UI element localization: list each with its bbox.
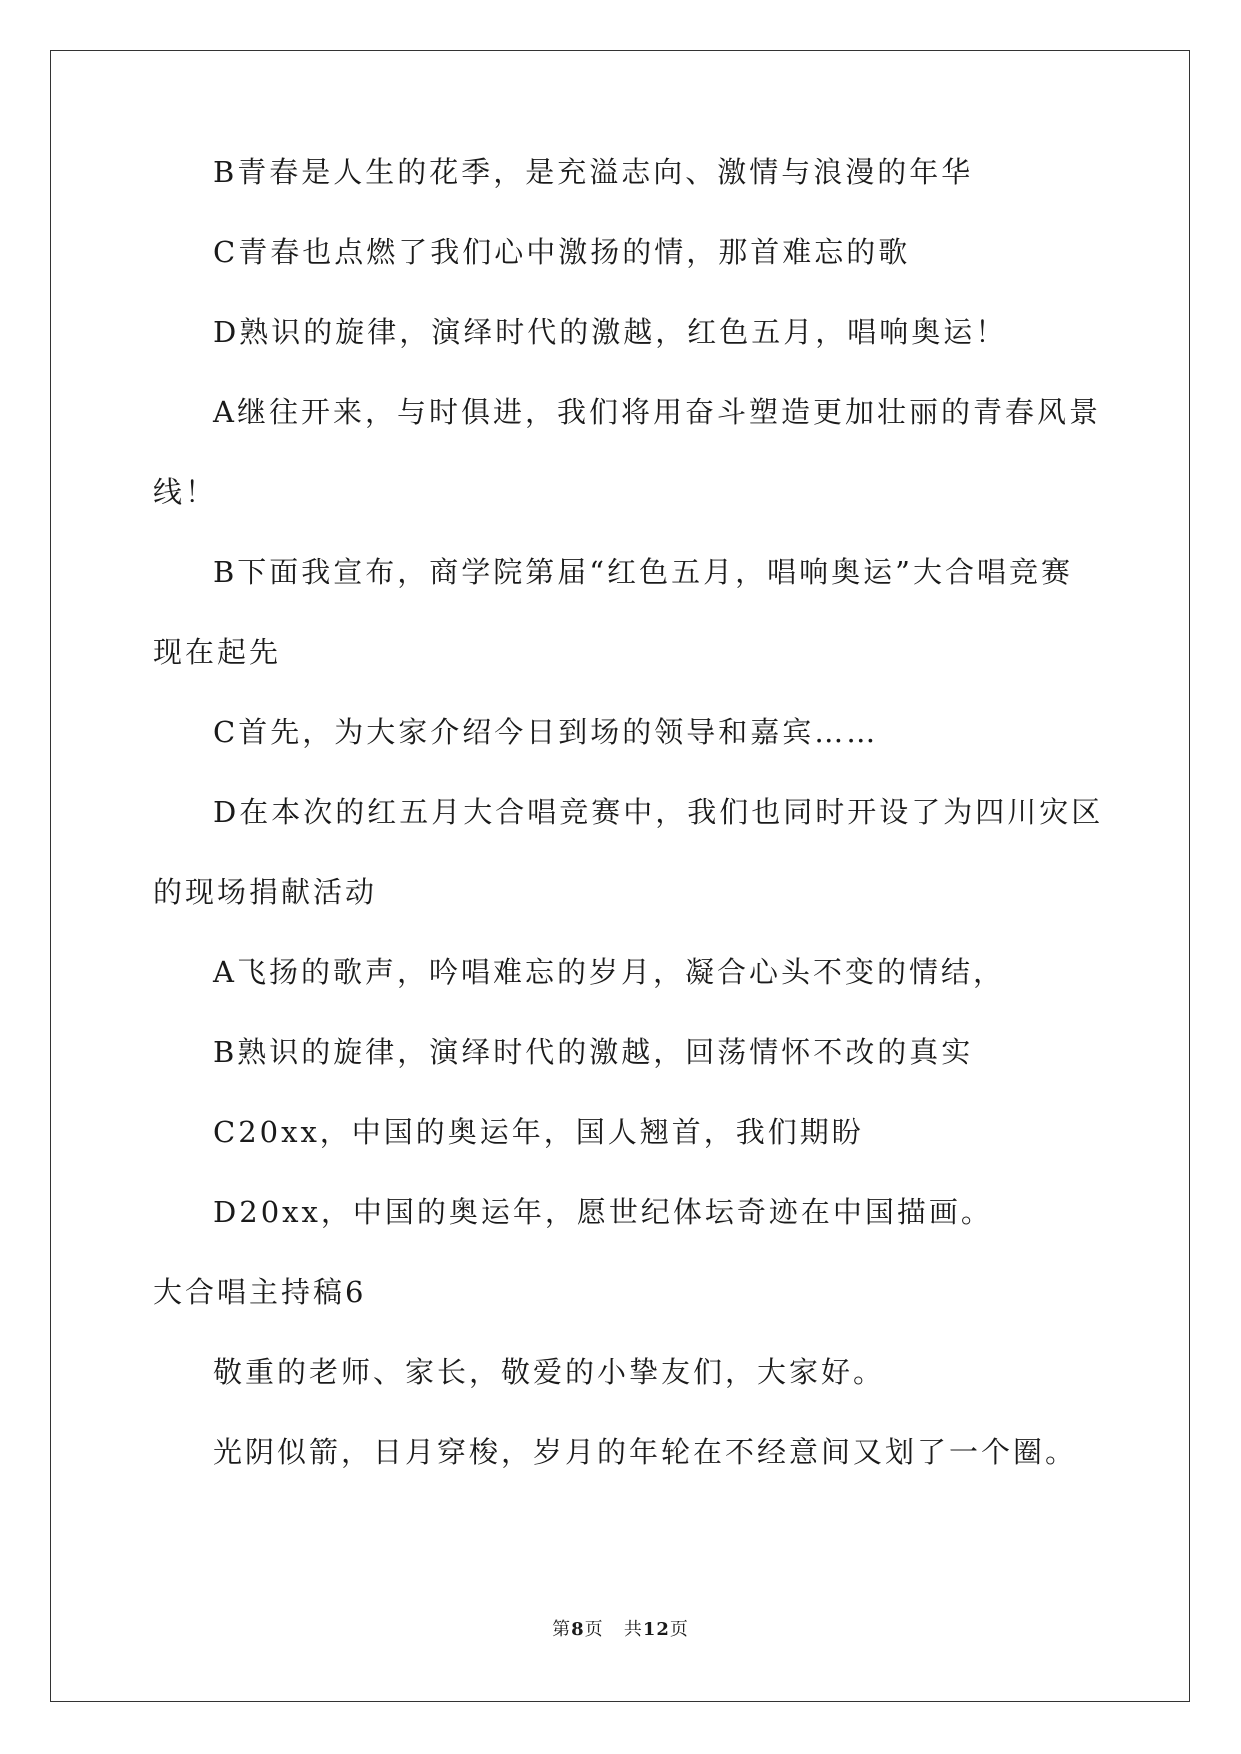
text-line: 敬重的老师、家长，敬爱的小挚友们，大家好。 (213, 1355, 886, 1389)
text-line: 光阴似箭，日月穿梭，岁月的年轮在不经意间又划了一个圈。 (213, 1435, 1078, 1469)
text-line: 现在起先 (153, 635, 282, 669)
total-prefix: 共 (623, 1619, 643, 1640)
text-line: D熟识的旋律，演绎时代的激越，红色五月，唱响奥运！ (213, 315, 1008, 349)
total-pages: 12 (642, 1619, 670, 1640)
text-line: B青春是人生的花季，是充溢志向、激情与浪漫的年华 (213, 155, 974, 189)
section-heading: 大合唱主持稿6 (153, 1275, 367, 1309)
text-line: B下面我宣布，商学院第届“红色五月，唱响奥运”大合唱竞赛 (213, 555, 1073, 589)
text-line: C20xx，中国的奥运年，国人翘首，我们期盼 (213, 1115, 864, 1149)
text-line: 的现场捐献活动 (153, 875, 378, 909)
text-line: 线！ (153, 475, 218, 509)
text-line: B熟识的旋律，演绎时代的激越，回荡情怀不改的真实 (213, 1035, 974, 1069)
text-line: A继往开来，与时俱进，我们将用奋斗塑造更加壮丽的青春风景 (213, 395, 1101, 429)
page-number: 8 (571, 1619, 585, 1640)
page-suffix: 页 (584, 1619, 604, 1640)
text-line: D20xx，中国的奥运年，愿世纪体坛奇迹在中国描画。 (213, 1195, 993, 1229)
text-line: D在本次的红五月大合唱竞赛中，我们也同时开设了为四川灾区 (213, 795, 1104, 829)
page-prefix: 第 (552, 1619, 572, 1640)
text-line: A飞扬的歌声，吟唱难忘的岁月，凝合心头不变的情结， (213, 955, 1005, 989)
text-line: C首先，为大家介绍今日到场的领导和嘉宾…… (213, 715, 879, 749)
total-suffix: 页 (669, 1619, 689, 1640)
text-line: C青春也点燃了我们心中激扬的情，那首难忘的歌 (213, 235, 911, 269)
page-footer (0, 1618, 1241, 1642)
